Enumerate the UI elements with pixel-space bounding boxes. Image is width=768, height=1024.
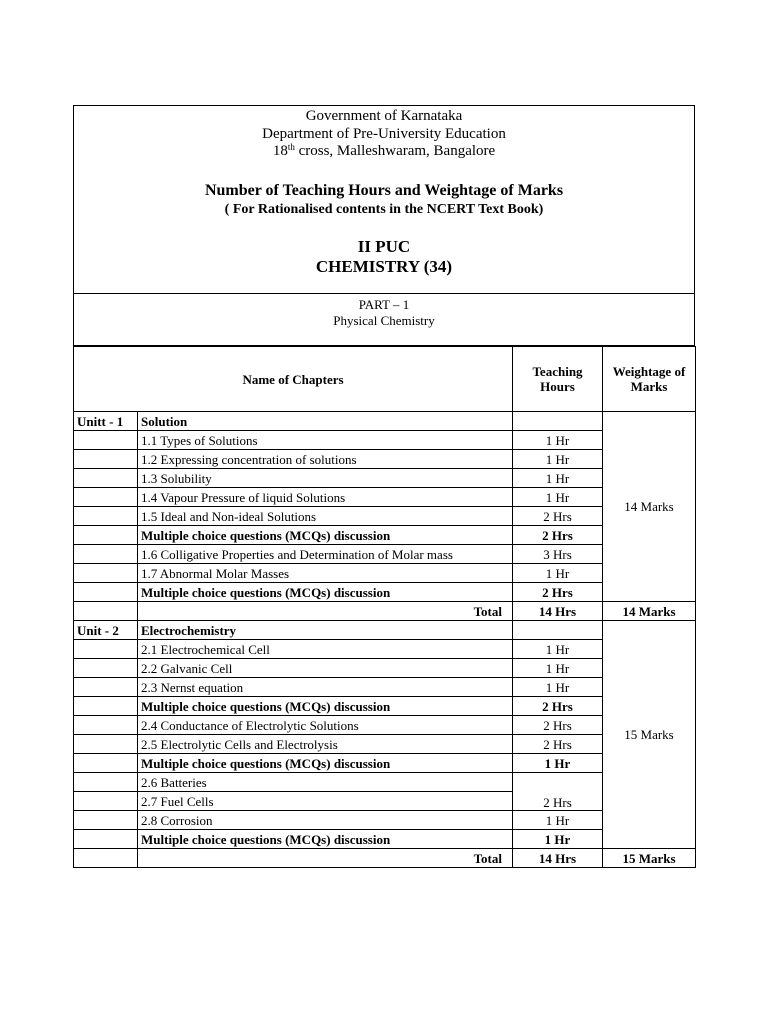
part-label: PART – 1 [358,297,410,312]
hours-cell: 1 Hr [513,488,603,507]
table-header-row [74,347,696,412]
hours-cell: 1 Hr [513,811,603,830]
topic-cell: 2.1 Electrochemical Cell [138,640,513,659]
unit-label: Unit - 2 [74,621,138,640]
part-section [73,294,695,346]
hours-cell: 1 Hr [513,754,603,773]
topic-cell: 1.4 Vapour Pressure of liquid Solutions [138,488,513,507]
total-hours: 14 Hrs [513,602,603,621]
department-line: Department of Pre-University Education [262,126,506,142]
unit-marks: 15 Marks [603,621,696,849]
hours-cell: 1 Hr [513,659,603,678]
unit-title: Electrochemistry [138,621,513,640]
topic-cell: 1.3 Solubility [138,469,513,488]
table-row [74,659,696,678]
address-sup: th [287,142,295,152]
topic-cell: 2.7 Fuel Cells [138,792,513,811]
table-row [74,735,696,754]
table-row [74,811,696,830]
class-label: II PUC [357,237,411,256]
unit-title: Solution [138,412,513,431]
topic-cell: 2.6 Batteries [138,773,513,792]
table-row [74,469,696,488]
part-name: Physical Chemistry [333,313,435,328]
hours-cell: 2 Hrs [513,773,603,811]
col-chapters: Name of Chapters [74,347,513,412]
table-row [74,640,696,659]
unit-label: Unitt - 1 [74,412,138,431]
table-row [74,754,696,773]
address-number: 18 [272,143,288,159]
col-marks: Weightage of Marks [603,347,696,412]
table-row [74,545,696,564]
govt-line: Government of Karnataka [305,108,463,124]
document-title: Number of Teaching Hours and Weightage of Marks [204,182,564,199]
total-row [74,849,696,868]
chapters-table [73,346,696,868]
hours-cell: 1 Hr [513,830,603,849]
address-text: cross, Malleshwaram, Bangalore [294,143,496,159]
hours-cell: 3 Hrs [513,545,603,564]
topic-cell: 2.4 Conductance of Electrolytic Solutions [138,716,513,735]
table-row [74,830,696,849]
hours-cell: 1 Hr [513,469,603,488]
table-row [74,678,696,697]
topic-cell: 1.1 Types of Solutions [138,431,513,450]
total-label: Total [138,602,513,621]
total-label: Total [138,849,513,868]
hours-cell: 2 Hrs [513,735,603,754]
document-header [73,105,695,294]
table-row [74,583,696,602]
topic-cell: 1.7 Abnormal Molar Masses [138,564,513,583]
syllabus-sheet [73,105,695,868]
total-marks: 15 Marks [603,849,696,868]
total-row [74,602,696,621]
topic-cell: 2.5 Electrolytic Cells and Electrolysis [138,735,513,754]
hours-cell: 1 Hr [513,450,603,469]
topic-cell: Multiple choice questions (MCQs) discussion [138,583,513,602]
hours-cell: 2 Hrs [513,697,603,716]
table-row [74,564,696,583]
document-subtitle: ( For Rationalised contents in the NCERT Text Book) [224,202,544,217]
subject-label: CHEMISTRY (34) [315,257,453,276]
topic-cell: Multiple choice questions (MCQs) discussion [138,754,513,773]
table-row [74,621,696,640]
table-row [74,488,696,507]
topic-cell: 2.8 Corrosion [138,811,513,830]
topic-cell: 1.6 Colligative Properties and Determination of Molar mass [138,545,513,564]
unit-marks: 14 Marks [603,412,696,602]
table-row [74,716,696,735]
topic-cell: 2.2 Galvanic Cell [138,659,513,678]
topic-cell: 2.3 Nernst equation [138,678,513,697]
topic-cell: Multiple choice questions (MCQs) discussion [138,830,513,849]
hours-cell [513,621,603,640]
topic-cell: Multiple choice questions (MCQs) discussion [138,526,513,545]
table-row [74,526,696,545]
topic-cell: 1.2 Expressing concentration of solutions [138,450,513,469]
hours-cell: 1 Hr [513,640,603,659]
hours-cell: 2 Hrs [513,583,603,602]
address-line [74,143,694,160]
hours-cell: 2 Hrs [513,716,603,735]
topic-cell: Multiple choice questions (MCQs) discussion [138,697,513,716]
hours-cell: 1 Hr [513,678,603,697]
col-hours: Teaching Hours [513,347,603,412]
hours-cell: 2 Hrs [513,526,603,545]
table-row [74,507,696,526]
total-marks: 14 Marks [603,602,696,621]
hours-cell: 1 Hr [513,431,603,450]
table-row [74,697,696,716]
table-row [74,773,696,792]
total-hours: 14 Hrs [513,849,603,868]
topic-cell: 1.5 Ideal and Non-ideal Solutions [138,507,513,526]
hours-cell: 2 Hrs [513,507,603,526]
table-row [74,412,696,431]
table-row [74,450,696,469]
table-row [74,431,696,450]
hours-cell [513,412,603,431]
hours-cell: 1 Hr [513,564,603,583]
